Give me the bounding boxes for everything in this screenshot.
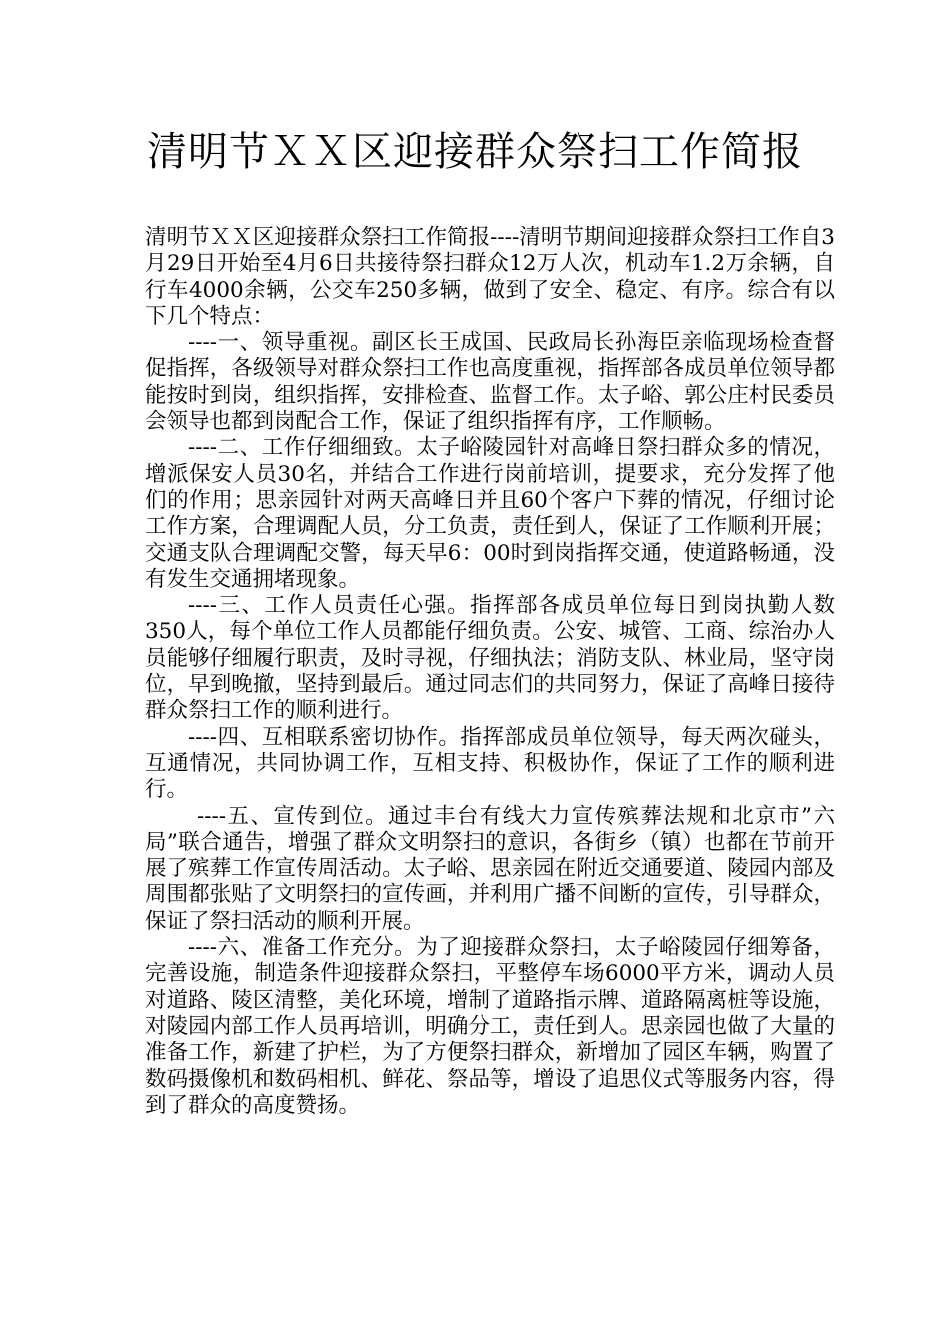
section-1-paragraph: ----一、领导重视。副区长王成国、民政局长孙海臣亲临现场检查督促指挥，各级领导对群众祭扫工作也高度重视，指挥部各成员单位领导都能按时到岗，组织指挥，安排检查、监督工作。太子峪、郭公庄村民委员会领导也都到岗配合工作，保证了组织指挥有序，工作顺畅。 [145, 330, 835, 435]
section-2-paragraph: ----二、工作仔细细致。太子峪陵园针对高峰日祭扫群众多的情况，增派保安人员30名，并结合工作进行岗前培训，提要求，充分发挥了他们的作用；思亲园针对两天高峰日并且60个客户下葬的情况，仔细讨论工作方案，合理调配人员，分工负责，责任到人，保证了工作顺利开展；交通支队合理调配交警，每天早6：00时到岗指挥交通，使道路畅通，没有发生交通拥堵现象。 [145, 435, 835, 592]
section-5-paragraph: ----五、宣传到位。通过丰台有线大力宣传殡葬法规和北京市”六局”联合通告，增强了群众文明祭扫的意识，各街乡（镇）也都在节前开展了殡葬工作宣传周活动。太子峪、思亲园在附近交通要道、陵园内部及周围都张贴了文明祭扫的宣传画，并利用广播不间断的宣传，引导群众，保证了祭扫活动的顺利开展。 [145, 803, 835, 934]
intro-paragraph: 清明节ＸＸ区迎接群众祭扫工作简报----清明节期间迎接群众祭扫工作自3月29日开始至4月6日共接待祭扫群众12万人次，机动车1.2万余辆，自行车4000余辆，公交车250多辆，做到了安全、稳定、有序。综合有以下几个特点： [145, 225, 835, 329]
document-title: 清明节ＸＸ区迎接群众祭扫工作简报 [147, 129, 803, 175]
document-body [145, 225, 835, 1119]
section-6-paragraph: ----六、准备工作充分。为了迎接群众祭扫，太子峪陵园仔细筹备，完善设施，制造条件迎接群众祭扫，平整停车场6000平方米，调动人员对道路、陵区清整，美化环境，增制了道路指示牌、道路隔离桩等设施，对陵园内部工作人员再培训，明确分工，责任到人。思亲园也做了大量的准备工作，新建了护栏，为了方便祭扫群众，新增加了园区车辆，购置了数码摄像机和数码相机、鲜花、祭品等，增设了追思仪式等服务内容，得到了群众的高度赞扬。 [145, 935, 835, 1118]
section-3-paragraph: ----三、工作人员责任心强。指挥部各成员单位每日到岗执勤人数350人，每个单位工作人员都能仔细负责。公安、城管、工商、综治办人员能够仔细履行职责，及时寻视，仔细执法；消防支队、林业局，坚守岗位，早到晚撤，坚持到最后。通过同志们的共同努力，保证了高峰日接待群众祭扫工作的顺利进行。 [145, 593, 835, 724]
section-4-paragraph: ----四、互相联系密切协作。指挥部成员单位领导，每天两次碰头，互通情况，共同协调工作，互相支持、积极协作，保证了工作的顺利进行。 [145, 724, 835, 803]
